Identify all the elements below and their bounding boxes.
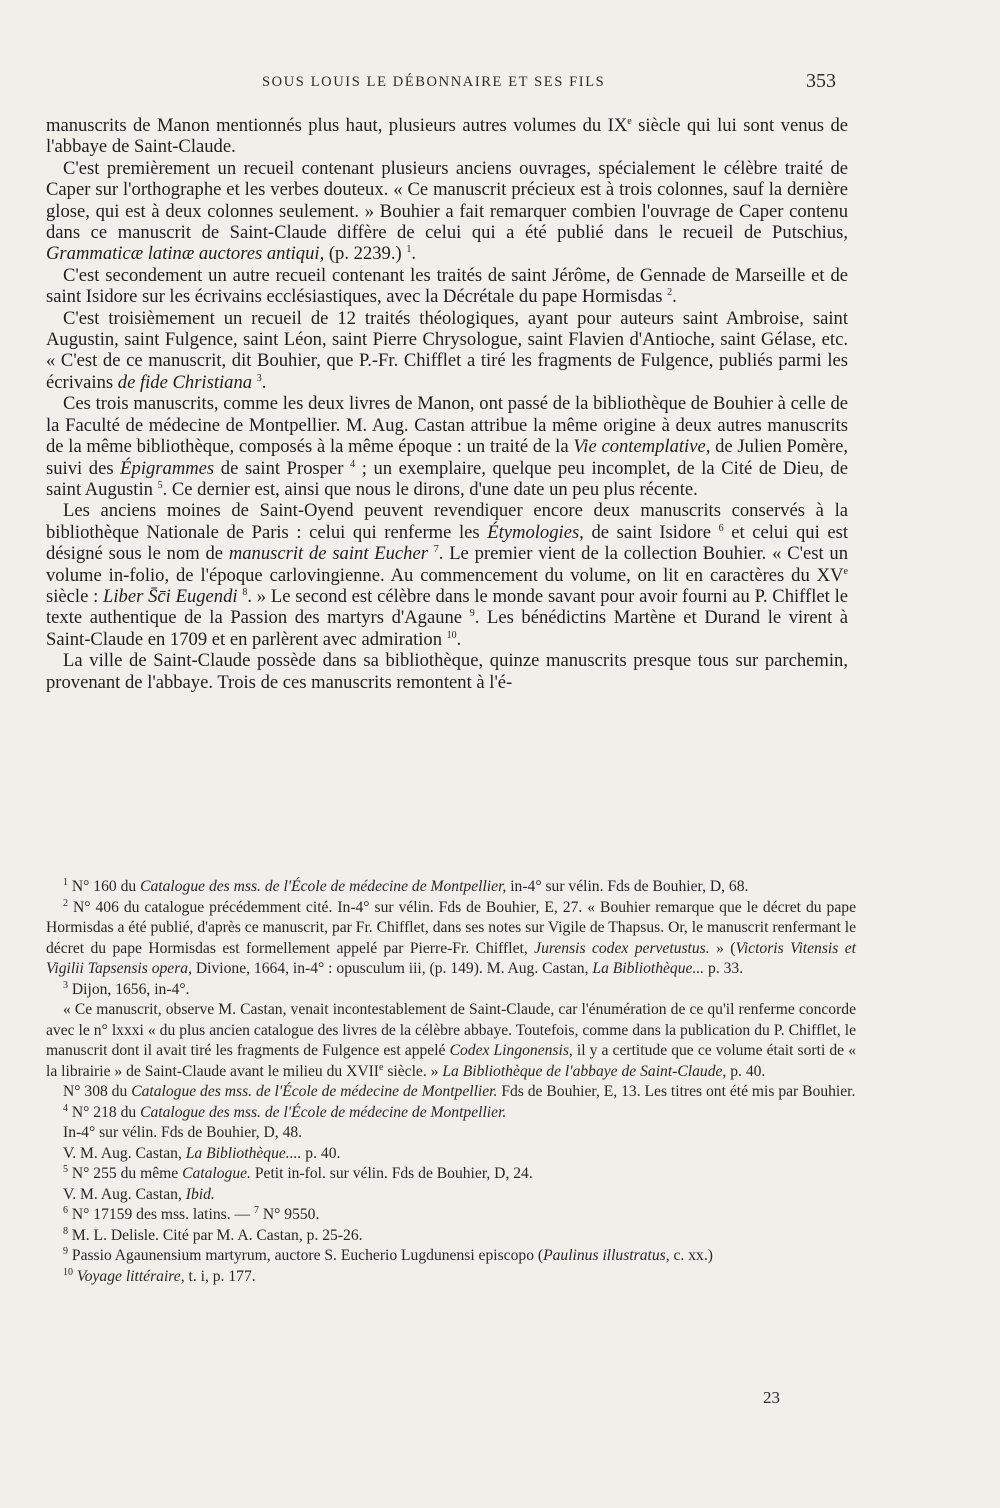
- footnotes: [46, 877, 856, 1287]
- text-run: « Ce manuscrit, observe M. Castan, venait incontestablement de Saint-Claude, car l'énumération de ce qu'il renferme concorde avec le n° lxxxi « du plus ancien catalogue des livres de la célèbre abbaye. Toutefois, comme dans la publication du P. Chifflet, le manuscrit dont il avait tiré les fragments de Fulgence est appelé: [46, 1001, 856, 1059]
- footnote: [46, 1205, 856, 1226]
- text-run: (p. 2239.): [324, 243, 407, 265]
- text-run: Les anciens moines de Saint-Oyend peuvent revendiquer encore deux manuscrits conservés à la bibliothèque Nationale de Paris : celui qui renferme les: [46, 500, 848, 543]
- footnote: [46, 980, 856, 1001]
- text-run: Ces trois manuscrits, comme les deux livres de Manon, ont passé de la bibliothèque de Bouhier à celle de la Faculté de médecine de Montpellier. M. Aug. Castan attribue la même origine à deux autres manuscrits de la même bibliothèque, composés à la même époque : un traité de la: [46, 393, 848, 458]
- note-ref: e: [627, 115, 632, 127]
- paragraph: [46, 308, 848, 394]
- text-run: ; un exemplaire, quelque peu incomplet, de la Cité de Dieu, de saint Augustin: [46, 457, 848, 500]
- footnote: [46, 1123, 856, 1144]
- text-run: Dijon, 1656, in-4°.: [68, 980, 190, 998]
- text-run: Fds de Bouhier, E, 13. Les titres ont été mis par Bouhier.: [497, 1083, 856, 1100]
- note-ref: 7: [254, 1204, 259, 1216]
- text-run: . » Le second est célèbre dans le monde savant pour avoir fourni au P. Chifflet le texte authentique de la Passion des martyrs d'Agaune: [46, 585, 848, 629]
- italic-text: Voyage littéraire,: [76, 1267, 185, 1285]
- text-run: siècle qui lui sont venus de l'abbaye de Saint-Claude.: [46, 115, 849, 158]
- text-run: C'est secondement un autre recueil contenant les traités de saint Jérôme, de Gennade de Marseille et de saint Isidore sur les écrivains ecclésiastiques, avec la Décrétale du pape Hormisdas: [46, 264, 848, 308]
- italic-text: Grammaticæ latinæ auctores antiqui,: [46, 243, 325, 265]
- paragraph: [46, 158, 848, 265]
- text-run: p. 40.: [301, 1144, 341, 1162]
- paragraph: [46, 115, 848, 158]
- text-run: N° 406 du catalogue précédemment cité. In-4° sur vélin. Fds de Bouhier, E, 27. « Bouhier remarque que le décret du pape Hormisdas a été publié, d'après ce manuscrit, par Fr. Chifflet, dans ses notes sur Vigile de Thapsus. Or, le manuscrit renfermant le décret du pape Hormisdas est formellement appelé par Pierre-Fr. Chifflet,: [46, 898, 856, 957]
- footnote: [46, 1103, 856, 1124]
- note-ref: 1: [63, 876, 68, 888]
- text-run: de saint Isidore: [583, 521, 719, 543]
- text-run: .: [261, 371, 267, 393]
- italic-text: La Bibliothèque de l'abbaye de Saint-Claude,: [442, 1062, 727, 1080]
- signature-mark: 23: [763, 1388, 780, 1407]
- note-ref: 6: [63, 1204, 68, 1216]
- text-run: » (: [709, 939, 736, 957]
- text-run: C'est premièrement un recueil contenant plusieurs anciens ouvrages, spécialement le célèbre traité de Caper sur l'orthographe et les verbes douteux. « Ce manuscrit précieux est à trois colonnes, sauf la dernière glose, qui est à deux colonnes seulement. » Bouhier a fait remarquer combien l'ouvrage de Caper contenu dans ce manuscrit de Saint-Claude diffère de celui qui a été publié dans le recueil de Putschius,: [46, 157, 848, 244]
- note-ref: 9: [469, 608, 475, 620]
- text-run: N° 9550.: [259, 1206, 320, 1223]
- italic-text: Liber S̄c̄i Eugendi: [103, 585, 238, 607]
- paragraph: [46, 393, 848, 500]
- text-run: siècle. »: [383, 1062, 443, 1080]
- footnote: [46, 1000, 856, 1082]
- note-ref: 8: [63, 1225, 68, 1237]
- italic-text: Catalogue des mss. de l'École de médecine de Montpellier.: [140, 1103, 507, 1121]
- text-run: M. L. Delisle. Cité par M. A. Castan, p. 25-26.: [68, 1226, 363, 1244]
- text-run: N° 308 du: [63, 1083, 132, 1100]
- italic-text: manuscrit de saint Eucher: [228, 543, 428, 565]
- footnote: [46, 1226, 856, 1247]
- text-run: In-4° sur vélin. Fds de Bouhier, D, 48.: [63, 1124, 303, 1141]
- footnote: [46, 1144, 856, 1165]
- page-number: 353: [806, 70, 836, 92]
- text-run: de saint Prosper: [214, 457, 351, 479]
- italic-text: Vie contemplative,: [573, 436, 711, 458]
- footnote: [46, 1185, 856, 1206]
- text-run: N° 160 du: [68, 878, 141, 895]
- note-ref: 4: [63, 1102, 68, 1114]
- text-run: La ville de Saint-Claude possède dans sa bibliothèque, quinze manuscrits presque tous sur parchemin, provenant de l'abbaye. Trois de ces manuscrits remontent à l'é-: [46, 650, 848, 693]
- italic-text: Catalogue.: [182, 1165, 251, 1182]
- text-run: .: [456, 628, 462, 650]
- note-ref: 2: [667, 287, 673, 299]
- paragraph: [46, 650, 848, 693]
- note-ref: 2: [63, 897, 68, 909]
- italic-text: Catalogue des mss. de l'École de médecine de Montpellier.: [131, 1083, 498, 1100]
- text-run: t. i, p. 177.: [184, 1267, 256, 1285]
- text-run: .: [411, 243, 416, 265]
- note-ref: 8: [242, 586, 248, 598]
- italic-text: Paulinus illustratus,: [543, 1247, 670, 1264]
- italic-text: de fide Christiana: [117, 371, 253, 393]
- italic-text: Codex Lingonensis,: [449, 1042, 573, 1059]
- note-ref: 1: [406, 244, 412, 256]
- footnote: [46, 898, 856, 980]
- text-run: N° 17159 des mss. latins. —: [68, 1206, 254, 1223]
- italic-text: La Bibliothèque...: [592, 960, 705, 977]
- text-run: N° 255 du même: [68, 1165, 183, 1182]
- text-run: . Le premier vient de la collection Bouhier. « C'est un volume in-folio, de l'époque carlovingienne. Au commencement du volume, on lit en caractères du XV: [46, 543, 848, 586]
- text-run: Passio Agaunensium martyrum, auctore S. Eucherio Lugdunensi episcopo (: [68, 1247, 544, 1264]
- text-run: il y a certitude que ce volume était sorti de « la librairie » de Saint-Claude avant le milieu du XVII: [46, 1042, 856, 1080]
- italic-text: Épigrammes: [120, 457, 215, 479]
- text-run: in-4° sur vélin. Fds de Bouhier, D, 68.: [506, 878, 749, 895]
- text-run: . Ce dernier est, ainsi que nous le dirons, d'une date un peu plus récente.: [162, 478, 698, 500]
- italic-text: Victoris Vitensis et Vigilii Tapsensis opera,: [46, 939, 856, 977]
- text-run: V. M. Aug. Castan,: [63, 1185, 186, 1203]
- footnote: [46, 877, 856, 898]
- text-run: p. 33.: [704, 960, 744, 977]
- text-run: siècle :: [46, 585, 104, 607]
- italic-text: Ibid.: [185, 1185, 215, 1203]
- main-text: [46, 115, 848, 693]
- note-ref: 4: [350, 458, 356, 470]
- text-run: C'est troisièmement un recueil de 12 traités théologiques, ayant pour auteurs saint Ambroise, saint Augustin, saint Fulgence, saint Léon, saint Pierre Chrysologue, saint Flavien d'Antioche, saint Gélase, etc. « C'est de ce manuscrit, dit Bouhier, que P.-Fr. Chifflet a tiré les fragments de Fulgence, publiés parmi les écrivains: [46, 307, 848, 393]
- text-run: c. xx.): [669, 1247, 713, 1264]
- footnote: [46, 1164, 856, 1185]
- text-run: V. M. Aug. Castan,: [63, 1144, 186, 1162]
- text-run: p. 40.: [726, 1062, 766, 1080]
- text-run: Divione, 1664, in-4° : opusculum iii, (p. 149). M. Aug. Castan,: [192, 960, 593, 977]
- text-run: Petit in-fol. sur vélin. Fds de Bouhier, D, 24.: [250, 1165, 533, 1182]
- note-ref: 3: [256, 372, 262, 384]
- italic-text: Jurensis codex pervetustus.: [534, 939, 710, 957]
- italic-text: Catalogue des mss. de l'École de médecine de Montpellier,: [140, 878, 507, 895]
- note-ref: 5: [63, 1163, 68, 1175]
- text-run: manuscrits de Manon mentionnés plus haut, plusieurs autres volumes du IX: [46, 115, 628, 136]
- italic-text: La Bibliothèque....: [185, 1144, 302, 1162]
- italic-text: Étymologies,: [487, 521, 584, 543]
- note-ref: e: [843, 565, 848, 577]
- text-run: et celui qui est désigné sous le nom de: [46, 521, 848, 565]
- footnote: [46, 1267, 856, 1288]
- running-title: SOUS LOUIS LE DÉBONNAIRE ET SES FILS: [262, 74, 606, 90]
- text-run: N° 218 du: [68, 1103, 141, 1121]
- note-ref: e: [379, 1061, 384, 1073]
- note-ref: 6: [718, 522, 724, 534]
- paragraph: [46, 265, 848, 308]
- note-ref: 10: [63, 1266, 73, 1278]
- running-head: [0, 70, 1000, 100]
- text-run: . Les bénédictins Martène et Durand le virent à Saint-Claude en 1709 et en parlèrent avec admiration: [46, 607, 848, 650]
- text-run: .: [672, 286, 677, 308]
- footnote: [46, 1082, 856, 1103]
- note-ref: 7: [433, 543, 439, 555]
- note-ref: 10: [446, 629, 457, 641]
- note-ref: 5: [157, 479, 163, 491]
- footnote: [46, 1246, 856, 1267]
- text-run: de Julien Pomère, suivi des: [46, 436, 848, 479]
- paragraph: [46, 500, 848, 650]
- note-ref: 9: [63, 1245, 68, 1257]
- note-ref: 3: [63, 979, 68, 991]
